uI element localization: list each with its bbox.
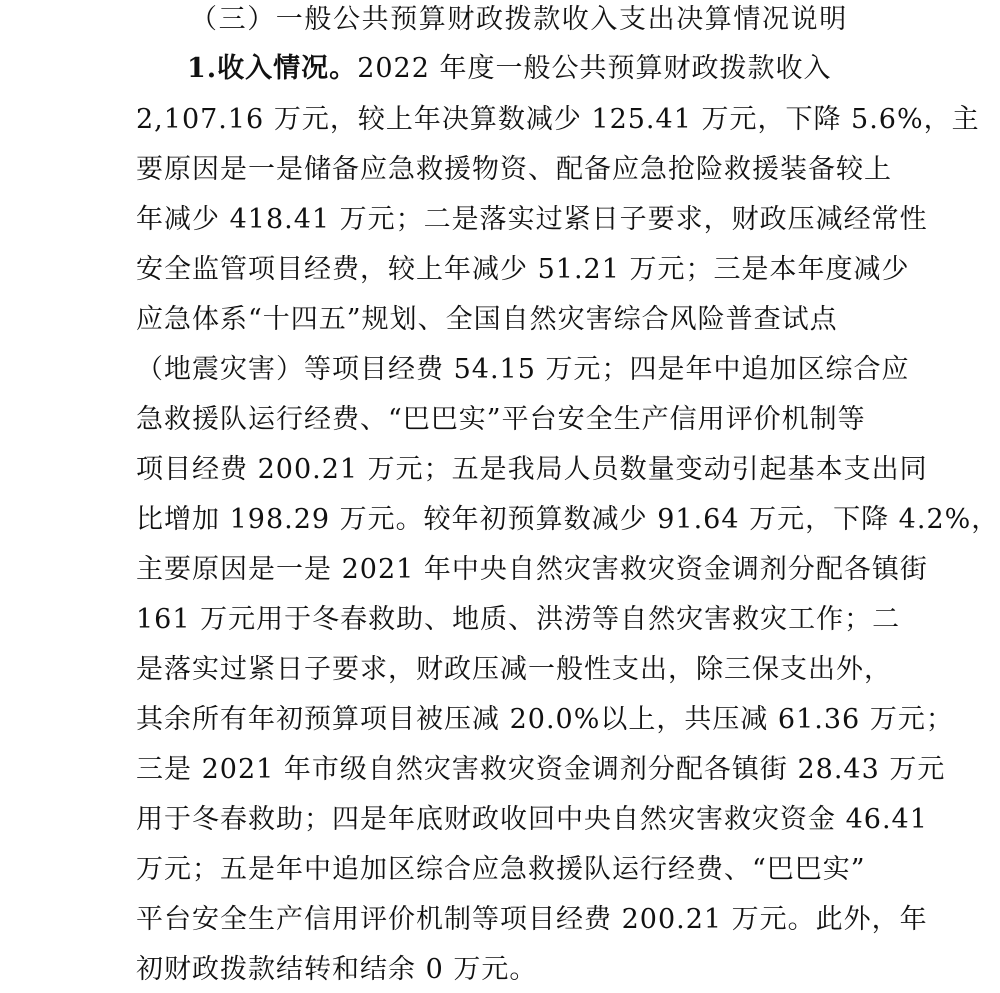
paragraph-line-10: 比增加 198.29 万元。较年初预算数减少 91.64 万元，下降 4.2%， [136,504,1000,535]
paragraph-line-4: 年减少 418.41 万元；二是落实过紧日子要求，财政压减经常性 [136,204,928,235]
paragraph-line-7: （地震灾害）等项目经费 54.15 万元；四是年中追加区综合应 [136,354,910,385]
paragraph-line-9: 项目经费 200.21 万元；五是我局人员数量变动引起基本支出同 [136,454,928,485]
paragraph-line-19: 初财政拨款结转和结余 0 万元。 [136,954,538,985]
paragraph-line-5: 安全监管项目经费，较上年减少 51.21 万元；三是本年度减少 [136,254,910,285]
paragraph-lead: 1.收入情况。 [187,53,358,84]
paragraph-line-14: 其余所有年初预算项目被压减 20.0%以上，共压减 61.36 万元； [136,704,954,735]
section-heading: （三）一般公共预算财政拨款收入支出决算情况说明 [190,4,848,35]
paragraph-line-16: 用于冬春救助；四是年底财政收回中央自然灾害救灾资金 46.41 [136,804,928,835]
paragraph-line-13: 是落实过紧日子要求，财政压减一般性支出，除三保支出外， [136,654,892,685]
paragraph-line-1-text: 2022 年度一般公共预算财政拨款收入 [357,53,832,84]
paragraph-line-11: 主要原因是一是 2021 年中央自然灾害救灾资金调剂分配各镇街 [136,554,928,585]
paragraph-line-6: 应急体系“十四五”规划、全国自然灾害综合风险普查试点 [136,304,838,335]
paragraph-line-18: 平台安全生产信用评价机制等项目经费 200.21 万元。此外，年 [136,904,928,935]
paragraph-line-8: 急救援队运行经费、“巴巴实”平台安全生产信用评价机制等 [136,404,866,435]
paragraph-line-17: 万元；五是年中追加区综合应急救援队运行经费、“巴巴实” [136,854,866,885]
paragraph-line-2: 2,107.16 万元，较上年决算数减少 125.41 万元，下降 5.6%，主 [136,104,980,135]
paragraph-line-1 [187,52,831,86]
paragraph-line-12: 161 万元用于冬春救助、地质、洪涝等自然灾害救灾工作；二 [136,604,901,635]
paragraph-line-15: 三是 2021 年市级自然灾害救灾资金调剂分配各镇街 28.43 万元 [136,754,946,785]
paragraph-line-3: 要原因是一是储备应急救援物资、配备应急抢险救援装备较上 [136,154,892,185]
